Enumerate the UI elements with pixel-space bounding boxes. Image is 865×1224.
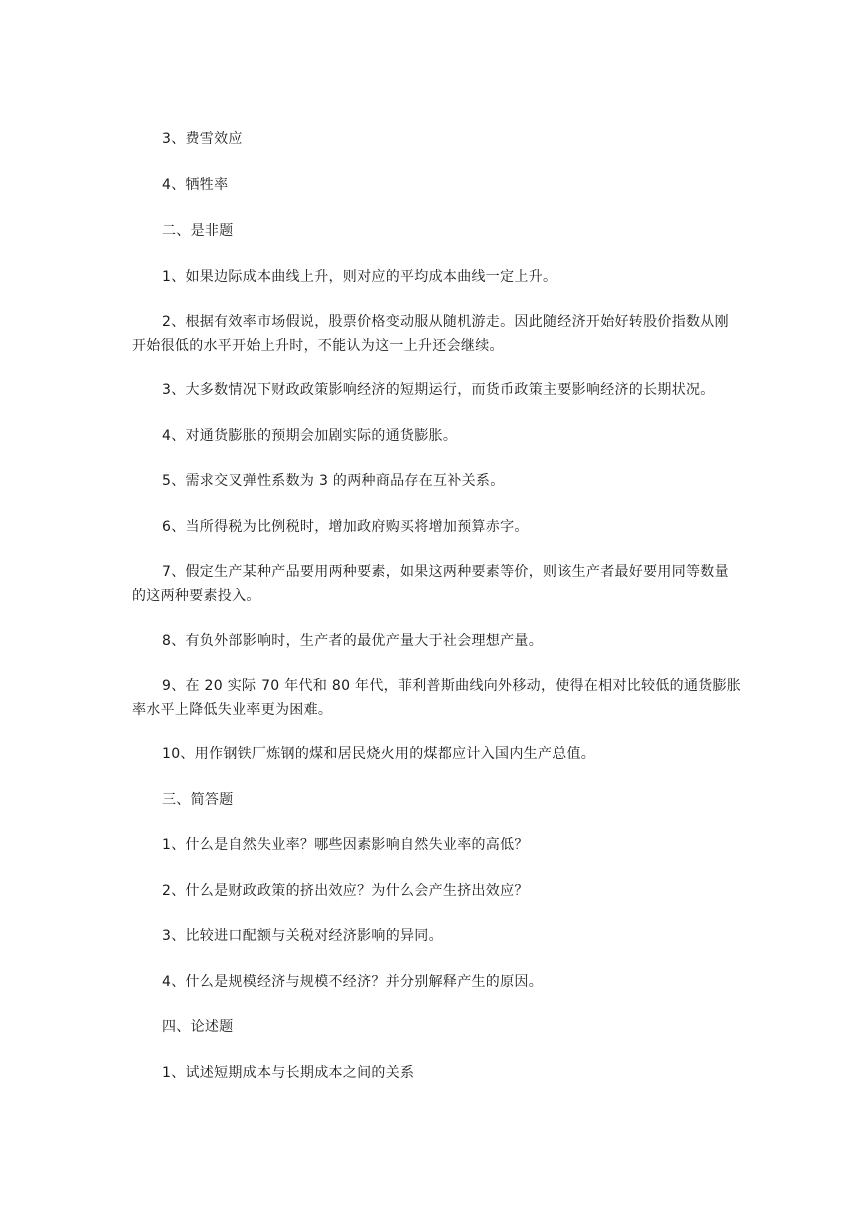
section-heading-short-answer: 三、简答题 <box>162 792 234 808</box>
short-answer-item-4: 4、什么是规模经济与规模不经济？并分别解释产生的原因。 <box>162 974 544 990</box>
true-false-item-2: 2、根据有效率市场假说，股票价格变动服从随机游走。因此随经济开始好转股价指数从刚开始很低的水平开始上升时，不能认为这一上升还会继续。 <box>132 314 729 354</box>
essay-item-1: 1、试述短期成本与长期成本之间的关系 <box>162 1065 415 1081</box>
true-false-item-6: 6、当所得税为比例税时，增加政府购买将增加预算赤字。 <box>162 519 529 535</box>
true-false-item-4: 4、对通货膨胀的预期会加剧实际的通货膨胀。 <box>162 428 458 444</box>
true-false-item-1: 1、如果边际成本曲线上升，则对应的平均成本曲线一定上升。 <box>162 269 558 285</box>
true-false-item-9: 9、在 20 实际 70 年代和 80 年代，菲利普斯曲线向外移动，使得在相对比较低的通货膨胀率水平上降低失业率更为困难。 <box>132 678 742 718</box>
true-false-item-3: 3、大多数情况下财政政策影响经济的短期运行，而货币政策主要影响经济的长期状况。 <box>162 382 715 398</box>
true-false-item-10: 10、用作钢铁厂炼钢的煤和居民烧火用的煤都应计入国内生产总值。 <box>162 746 596 762</box>
short-answer-item-2: 2、什么是财政政策的挤出效应？为什么会产生挤出效应？ <box>162 883 529 899</box>
true-false-item-7: 7、假定生产某种产品要用两种要素，如果这两种要素等价，则该生产者最好要用同等数量的这两种要素投入。 <box>132 564 729 604</box>
concept-item-4: 4、牺牲率 <box>162 177 229 193</box>
section-heading-essay: 四、论述题 <box>162 1019 234 1035</box>
true-false-item-8: 8、有负外部影响时，生产者的最优产量大于社会理想产量。 <box>162 633 544 649</box>
true-false-item-5: 5、需求交叉弹性系数为 3 的两种商品存在互补关系。 <box>162 473 505 489</box>
section-heading-true-false: 二、是非题 <box>162 223 234 239</box>
concept-item-3: 3、费雪效应 <box>162 131 243 147</box>
short-answer-item-3: 3、比较进口配额与关税对经济影响的异同。 <box>162 928 443 944</box>
short-answer-item-1: 1、什么是自然失业率？哪些因素影响自然失业率的高低？ <box>162 837 529 853</box>
